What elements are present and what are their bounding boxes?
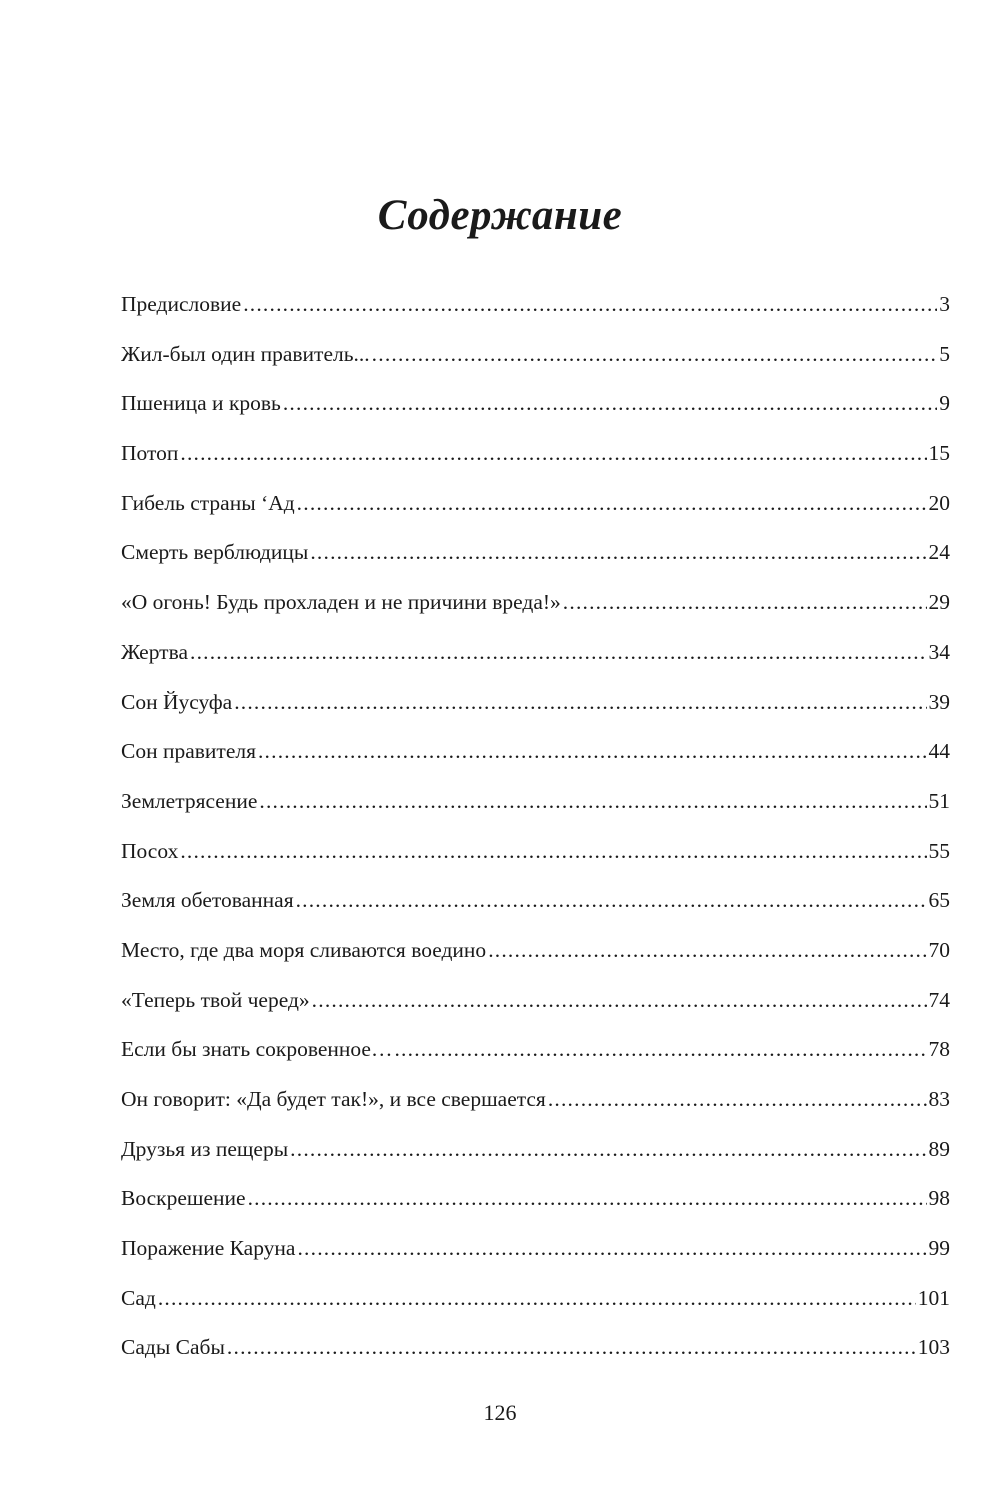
- toc-entry-page: 34: [928, 639, 950, 664]
- toc-entry-title: Смерть верблюдицы: [121, 540, 309, 565]
- toc-entry-page: 101: [917, 1285, 950, 1310]
- toc-entry-page: 5: [939, 341, 950, 366]
- toc-entry-title: Сон Йусуфа: [121, 689, 233, 714]
- toc-entry: [121, 1228, 950, 1278]
- dot-leader: [296, 880, 927, 920]
- toc-entry: [121, 582, 950, 632]
- dot-leader: [290, 1129, 926, 1169]
- toc-entry: [121, 383, 950, 433]
- toc-entry-page: 70: [928, 937, 950, 962]
- toc-entry: [121, 284, 950, 334]
- toc-entry: [121, 980, 950, 1030]
- toc-entry-page: 74: [928, 987, 950, 1012]
- toc-entry: [121, 930, 950, 980]
- toc-entry-page: 3: [939, 292, 950, 316]
- toc-entry: [121, 731, 950, 781]
- toc-entry-title: Землетрясение: [121, 788, 258, 813]
- dot-leader: [259, 781, 926, 821]
- toc-entry-page: 98: [928, 1186, 950, 1211]
- toc-entry-title: Пшеница и кровь: [121, 391, 281, 416]
- toc-entry-title: Потоп: [121, 441, 179, 466]
- dot-leader: [227, 1327, 916, 1367]
- toc-entry-title: Посох: [121, 838, 179, 863]
- toc-entry: [121, 1029, 950, 1079]
- toc-entry-page: 44: [928, 739, 950, 764]
- toc-entry-title: Жертва: [121, 639, 188, 664]
- toc-entry-page: 51: [928, 788, 950, 813]
- dot-leader: [297, 1228, 926, 1268]
- dot-leader: [190, 632, 927, 672]
- toc-entry-page: 29: [928, 590, 950, 615]
- dot-leader: [310, 532, 926, 572]
- toc-entry: [121, 1079, 950, 1129]
- dot-leader: [283, 383, 937, 423]
- toc-entry-title: Жил-был один правитель...: [121, 341, 370, 366]
- toc-entry: [121, 1278, 950, 1328]
- toc-entry: [121, 532, 950, 582]
- toc-entry-page: 103: [917, 1335, 950, 1360]
- table-of-contents: [121, 284, 950, 1377]
- dot-leader: [548, 1079, 927, 1119]
- toc-entry-page: 99: [928, 1236, 950, 1261]
- toc-entry-title: Он говорит: «Да будет так!», и все свершается: [121, 1087, 546, 1111]
- toc-entry-title: Поражение Каруна: [121, 1236, 296, 1261]
- toc-entry: [121, 483, 950, 533]
- dot-leader: [234, 682, 926, 722]
- toc-entry: [121, 682, 950, 732]
- toc-entry-page: 55: [928, 838, 950, 863]
- dot-leader: [243, 284, 937, 324]
- dot-leader: [180, 433, 926, 473]
- toc-entry: [121, 880, 950, 930]
- toc-entry-title: Сон правителя: [121, 739, 256, 764]
- toc-entry-title: Гибель страны ‘Ад: [121, 490, 295, 515]
- toc-entry-title: Место, где два моря сливаются воедино: [121, 937, 487, 962]
- toc-entry: [121, 334, 950, 384]
- dot-leader: [372, 334, 938, 374]
- toc-entry: [121, 781, 950, 831]
- toc-entry-page: 39: [928, 689, 950, 714]
- toc-entry-page: 24: [928, 540, 950, 565]
- dot-leader: [258, 731, 927, 771]
- dot-leader: [488, 930, 926, 970]
- dot-leader: [158, 1278, 916, 1318]
- toc-entry-title: «Теперь твой черед»: [121, 987, 310, 1012]
- toc-entry: [121, 1129, 950, 1179]
- toc-entry-page: 9: [939, 391, 950, 416]
- page-number: 126: [483, 1400, 517, 1425]
- dot-leader: [180, 831, 926, 871]
- toc-entry-title: Земля обетованная: [121, 888, 294, 913]
- dot-leader: [394, 1029, 926, 1069]
- toc-entry-title: Друзья из пещеры: [121, 1136, 289, 1161]
- toc-entry-page: 78: [928, 1037, 950, 1062]
- toc-entry-title: Сад: [121, 1285, 156, 1310]
- toc-entry: [121, 1178, 950, 1228]
- dot-leader: [248, 1178, 927, 1218]
- toc-entry-page: 15: [928, 441, 950, 466]
- dot-leader: [297, 483, 927, 523]
- toc-entry-page: 83: [928, 1087, 950, 1111]
- dot-leader: [312, 980, 927, 1020]
- toc-entry: [121, 1327, 950, 1377]
- toc-entry: [121, 632, 950, 682]
- toc-entry-page: 65: [928, 888, 950, 913]
- toc-entry-title: Воскрешение: [121, 1186, 246, 1211]
- toc-entry-page: 20: [928, 490, 950, 515]
- toc-entry: [121, 831, 950, 881]
- toc-entry: [121, 433, 950, 483]
- toc-entry-title: Если бы знать сокровенное…: [121, 1037, 393, 1062]
- page-title: Содержание: [377, 191, 623, 239]
- toc-entry-title: «О огонь! Будь прохладен и не причини вреда!»: [121, 590, 561, 615]
- toc-entry-page: 89: [928, 1136, 950, 1161]
- toc-entry-title: Сады Сабы: [121, 1335, 225, 1360]
- dot-leader: [563, 582, 927, 622]
- toc-entry-title: Предисловие: [121, 292, 242, 316]
